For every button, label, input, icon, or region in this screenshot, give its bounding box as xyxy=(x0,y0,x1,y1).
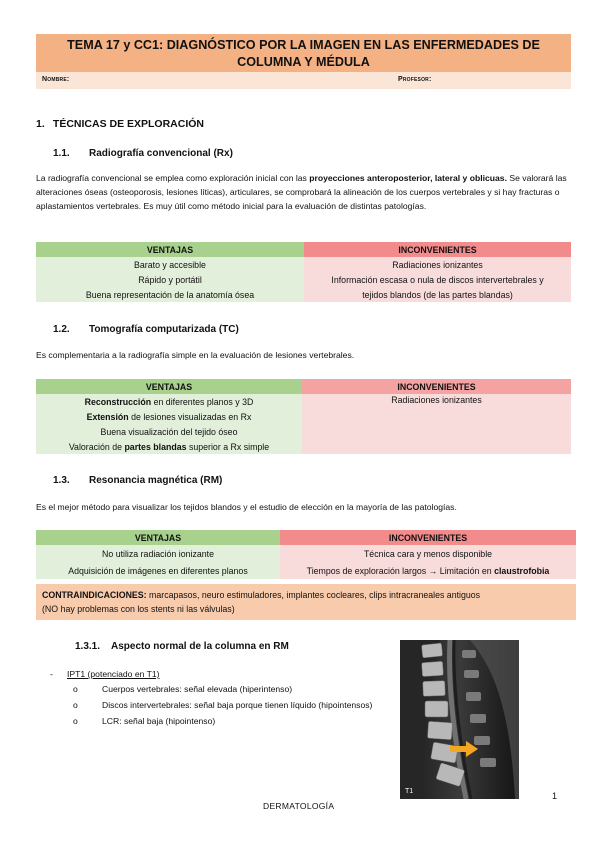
rm-inconveniente-bold: claustrofobia xyxy=(494,565,550,576)
rm-ventajas-header: VENTAJAS xyxy=(36,530,280,545)
rx-inconvenientes-header: INCONVENIENTES xyxy=(304,242,571,257)
tc-number: 1.2. xyxy=(53,324,70,335)
rm-normal-title: Aspecto normal de la columna en RM xyxy=(111,641,289,652)
tc-inconveniente: Radiaciones ionizantes xyxy=(302,394,571,454)
rx-inconveniente: tejidos blandos (de las partes blandas) xyxy=(304,287,571,302)
rm-title: Resonancia magnética (RM) xyxy=(89,475,223,486)
rx-ventaja: Rápido y portátil xyxy=(36,272,304,287)
tc-ventaja xyxy=(36,409,302,424)
rx-para-text-a: La radiografía convencional se emplea como exploración inicial con las xyxy=(36,173,310,183)
rx-heading xyxy=(53,148,233,159)
rx-inconveniente: Radiaciones ionizantes xyxy=(304,257,571,272)
circle-bullet: o xyxy=(73,684,78,694)
profesor-label: Profesor: xyxy=(398,76,432,83)
rx-ventaja: Buena representación de la anatomía ósea xyxy=(36,287,304,302)
footer-text: DERMATOLOGÍA xyxy=(263,801,335,811)
sub-item-text: Discos intervertebrales: señal baja porque tienen líquido (hipointensos) xyxy=(102,700,373,710)
rx-para-text-c: Se valorará las alteraciones óseas (osteoporosis, lesiones líticas), articulares, se comprobará la alineación de los cuerpos vertebrales y si hay fracturas o aplastamientos vertebrales. Es muy útil como método inicial para la evaluación de distintas patologías. xyxy=(36,173,567,211)
rm-inconveniente-pre: Tiempos de exploración largos → Limitación en xyxy=(306,565,495,576)
tc-ventaja xyxy=(36,439,302,454)
rm-inconveniente: Técnica cara y menos disponible xyxy=(280,545,576,562)
document-title xyxy=(36,34,571,73)
tc-ventaja: Buena visualización del tejido óseo xyxy=(36,424,302,439)
rm-number: 1.3. xyxy=(53,475,70,486)
rm-inconveniente xyxy=(280,562,576,579)
contra-text: marcapasos, neuro estimuladores, implantes cocleares, clips intracraneales antiguos xyxy=(146,590,481,600)
rm-heading xyxy=(53,475,222,486)
contraindications-box xyxy=(36,584,576,620)
mri-sequence-label: T1 xyxy=(405,788,414,795)
circle-bullet: o xyxy=(73,716,78,726)
contra-note: (NO hay problemas con los stents ni las válvulas) xyxy=(42,604,235,614)
rm-normal-list xyxy=(50,668,395,728)
rx-number: 1.1. xyxy=(53,148,70,159)
tc-ventaja-rest: superior a Rx simple xyxy=(186,441,270,452)
rm-table xyxy=(36,530,576,579)
tc-ventaja-pre: Valoración de xyxy=(68,441,125,452)
rm-inconvenientes-header: INCONVENIENTES xyxy=(280,530,576,545)
tc-ventaja-bold: Extensión xyxy=(86,411,129,422)
list-item xyxy=(50,668,395,681)
nombre-label: Nombre: xyxy=(42,76,70,83)
tc-title: Tomografía computarizada (TC) xyxy=(89,324,239,335)
tc-ventaja-bold: Reconstrucción xyxy=(84,396,152,407)
dash-bullet: - xyxy=(50,669,53,679)
rx-inconveniente: Información escasa o nula de discos intervertebrales y xyxy=(304,272,571,287)
rx-ventajas-header: VENTAJAS xyxy=(36,242,304,257)
name-row xyxy=(36,72,571,89)
rm-normal-heading xyxy=(75,641,289,652)
list-item xyxy=(50,715,395,728)
rx-table xyxy=(36,242,571,302)
rm-normal-number: 1.3.1. xyxy=(75,641,101,652)
circle-bullet: o xyxy=(73,700,78,710)
section-number: 1. xyxy=(36,118,45,130)
list-item xyxy=(50,699,395,712)
tc-ventaja-rest: de lesiones visualizadas en Rx xyxy=(128,411,252,422)
rm-ventaja: No utiliza radiación ionizante xyxy=(36,545,280,562)
title-line-1: TEMA 17 y CC1: DIAGNÓSTICO POR LA IMAGEN EN LAS ENFERMEDADES DE xyxy=(67,38,540,52)
rx-ventaja: Barato y accesible xyxy=(36,257,304,272)
sub-item-text: LCR: señal baja (hipointenso) xyxy=(102,716,216,726)
ipt1-label: IPT1 (potenciado en T1) xyxy=(67,669,160,679)
title-line-2: COLUMNA Y MÉDULA xyxy=(237,55,370,69)
tc-ventaja-bold: partes blandas xyxy=(124,441,187,452)
rx-para-bold: proyecciones anteroposterior, lateral y oblicuas. xyxy=(309,173,507,183)
tc-ventaja xyxy=(36,394,302,409)
rx-title: Radiografía convencional (Rx) xyxy=(89,148,233,159)
tc-ventajas-header: VENTAJAS xyxy=(36,379,302,394)
rm-paragraph: Es el mejor método para visualizar los tejidos blandos y el estudio de elección en la mayoría de las patologías. xyxy=(36,502,457,512)
spine-mri-image xyxy=(400,640,519,799)
section-heading xyxy=(36,118,204,130)
page-number: 1 xyxy=(552,791,558,801)
rx-paragraph xyxy=(36,171,571,213)
section-title: TÉCNICAS DE EXPLORACIÓN xyxy=(52,118,205,130)
tc-heading xyxy=(53,324,239,335)
sub-item-text: Cuerpos vertebrales: señal elevada (hiperintenso) xyxy=(102,684,293,694)
contra-label: CONTRAINDICACIONES: xyxy=(42,590,147,600)
rm-ventaja: Adquisición de imágenes en diferentes planos xyxy=(36,562,280,579)
tc-ventaja-rest: en diferentes planos y 3D xyxy=(151,396,254,407)
mri-graphic xyxy=(400,640,519,799)
list-item xyxy=(50,683,395,696)
tc-table xyxy=(36,379,571,454)
tc-paragraph: Es complementaria a la radiografía simple en la evaluación de lesiones vertebrales. xyxy=(36,350,355,360)
tc-inconvenientes-header: INCONVENIENTES xyxy=(302,379,571,394)
